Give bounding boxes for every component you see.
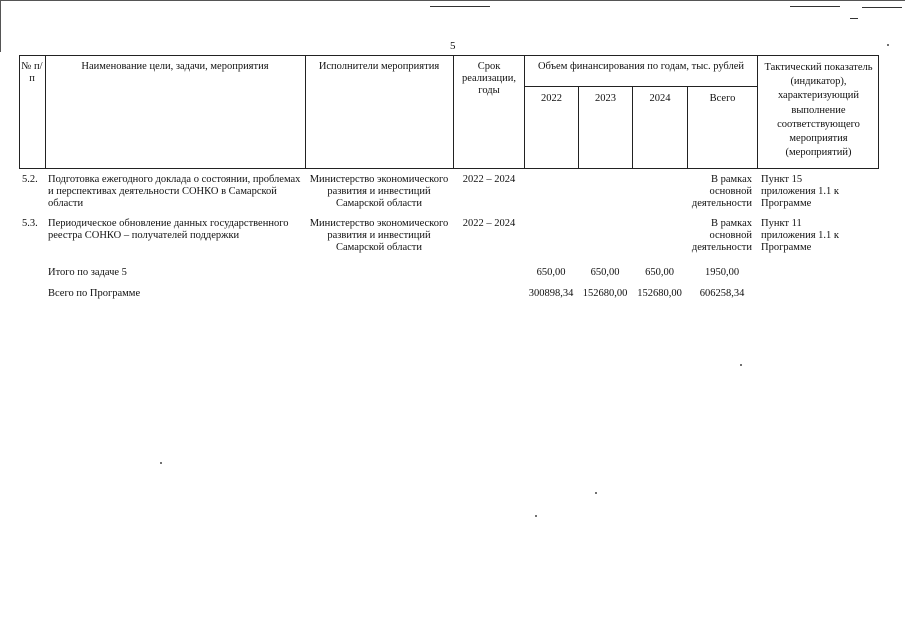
grand-total-2024: 152680,00	[637, 288, 682, 299]
grand-total-label: Всего по Программе	[48, 288, 141, 299]
row-number: 5.3.	[22, 218, 38, 229]
header-executors: Исполнители мероприятия	[318, 61, 440, 72]
total-2024: 650,00	[645, 267, 674, 278]
page-number: 5	[450, 40, 456, 52]
header-name: Наименование цели, задачи, мероприятия	[81, 61, 269, 72]
header-year-2023: 2023	[595, 93, 616, 104]
total-2022: 650,00	[536, 267, 566, 278]
grand-total-2023: 152680,00	[582, 288, 628, 299]
row-name: Подготовка ежегодного доклада о состоянии, проблемах и перспективах деятельности СОНКО в Самарской области	[48, 174, 301, 209]
scan-mark	[862, 7, 902, 8]
row-executor: Министерство экономического развития и инвестиций Самарской области	[309, 218, 449, 253]
scan-dot	[595, 492, 597, 494]
row-total: В рамках основной деятельности	[691, 218, 752, 253]
table-top-line	[19, 55, 879, 56]
scan-border-top	[0, 0, 905, 1]
scan-dot	[160, 462, 162, 464]
header-indicator: Тактический показатель (индикатор), характеризующий выполнение соответствующего мероприятия (мероприятий)	[764, 62, 873, 159]
header-num: № п/п	[21, 61, 43, 84]
header-year-2024: 2024	[649, 93, 671, 104]
scan-mark	[430, 6, 490, 7]
scan-dot	[740, 364, 742, 366]
header-year-2022: 2022	[541, 93, 562, 104]
row-name: Периодическое обновление данных государственного реестра СОНКО – получателей поддержки	[48, 218, 289, 241]
grand-total-2022: 300898,34	[528, 288, 574, 299]
scan-dot	[887, 44, 889, 46]
header-funding: Объем финансирования по годам, тыс. рублей	[537, 61, 745, 72]
funding-subheader-line	[524, 86, 757, 87]
scan-dot	[535, 515, 537, 517]
row-indicator: Пункт 11 приложения 1.1 к Программе	[761, 218, 840, 253]
col-divider	[453, 55, 454, 169]
scan-border-left	[0, 0, 1, 52]
header-total: Всего	[709, 93, 736, 104]
table-border-right	[878, 55, 879, 169]
row-executor: Министерство экономического развития и инвестиций Самарской области	[309, 174, 449, 209]
total-2023: 650,00	[590, 267, 620, 278]
scan-mark	[850, 18, 858, 19]
total-all: 1950,00	[704, 267, 740, 278]
col-divider	[757, 55, 758, 169]
row-number: 5.2.	[22, 174, 38, 185]
total-label: Итого по задаче 5	[48, 267, 127, 278]
grand-total-all: 606258,34	[699, 288, 745, 299]
row-total: В рамках основной деятельности	[691, 174, 752, 209]
table-header-bottom-line	[19, 168, 879, 169]
scan-mark	[790, 6, 840, 7]
row-term: 2022 – 2024	[462, 174, 516, 185]
row-indicator: Пункт 15 приложения 1.1 к Программе	[761, 174, 840, 209]
header-term: Срок реализации, годы	[462, 61, 516, 96]
row-term: 2022 – 2024	[462, 218, 516, 229]
